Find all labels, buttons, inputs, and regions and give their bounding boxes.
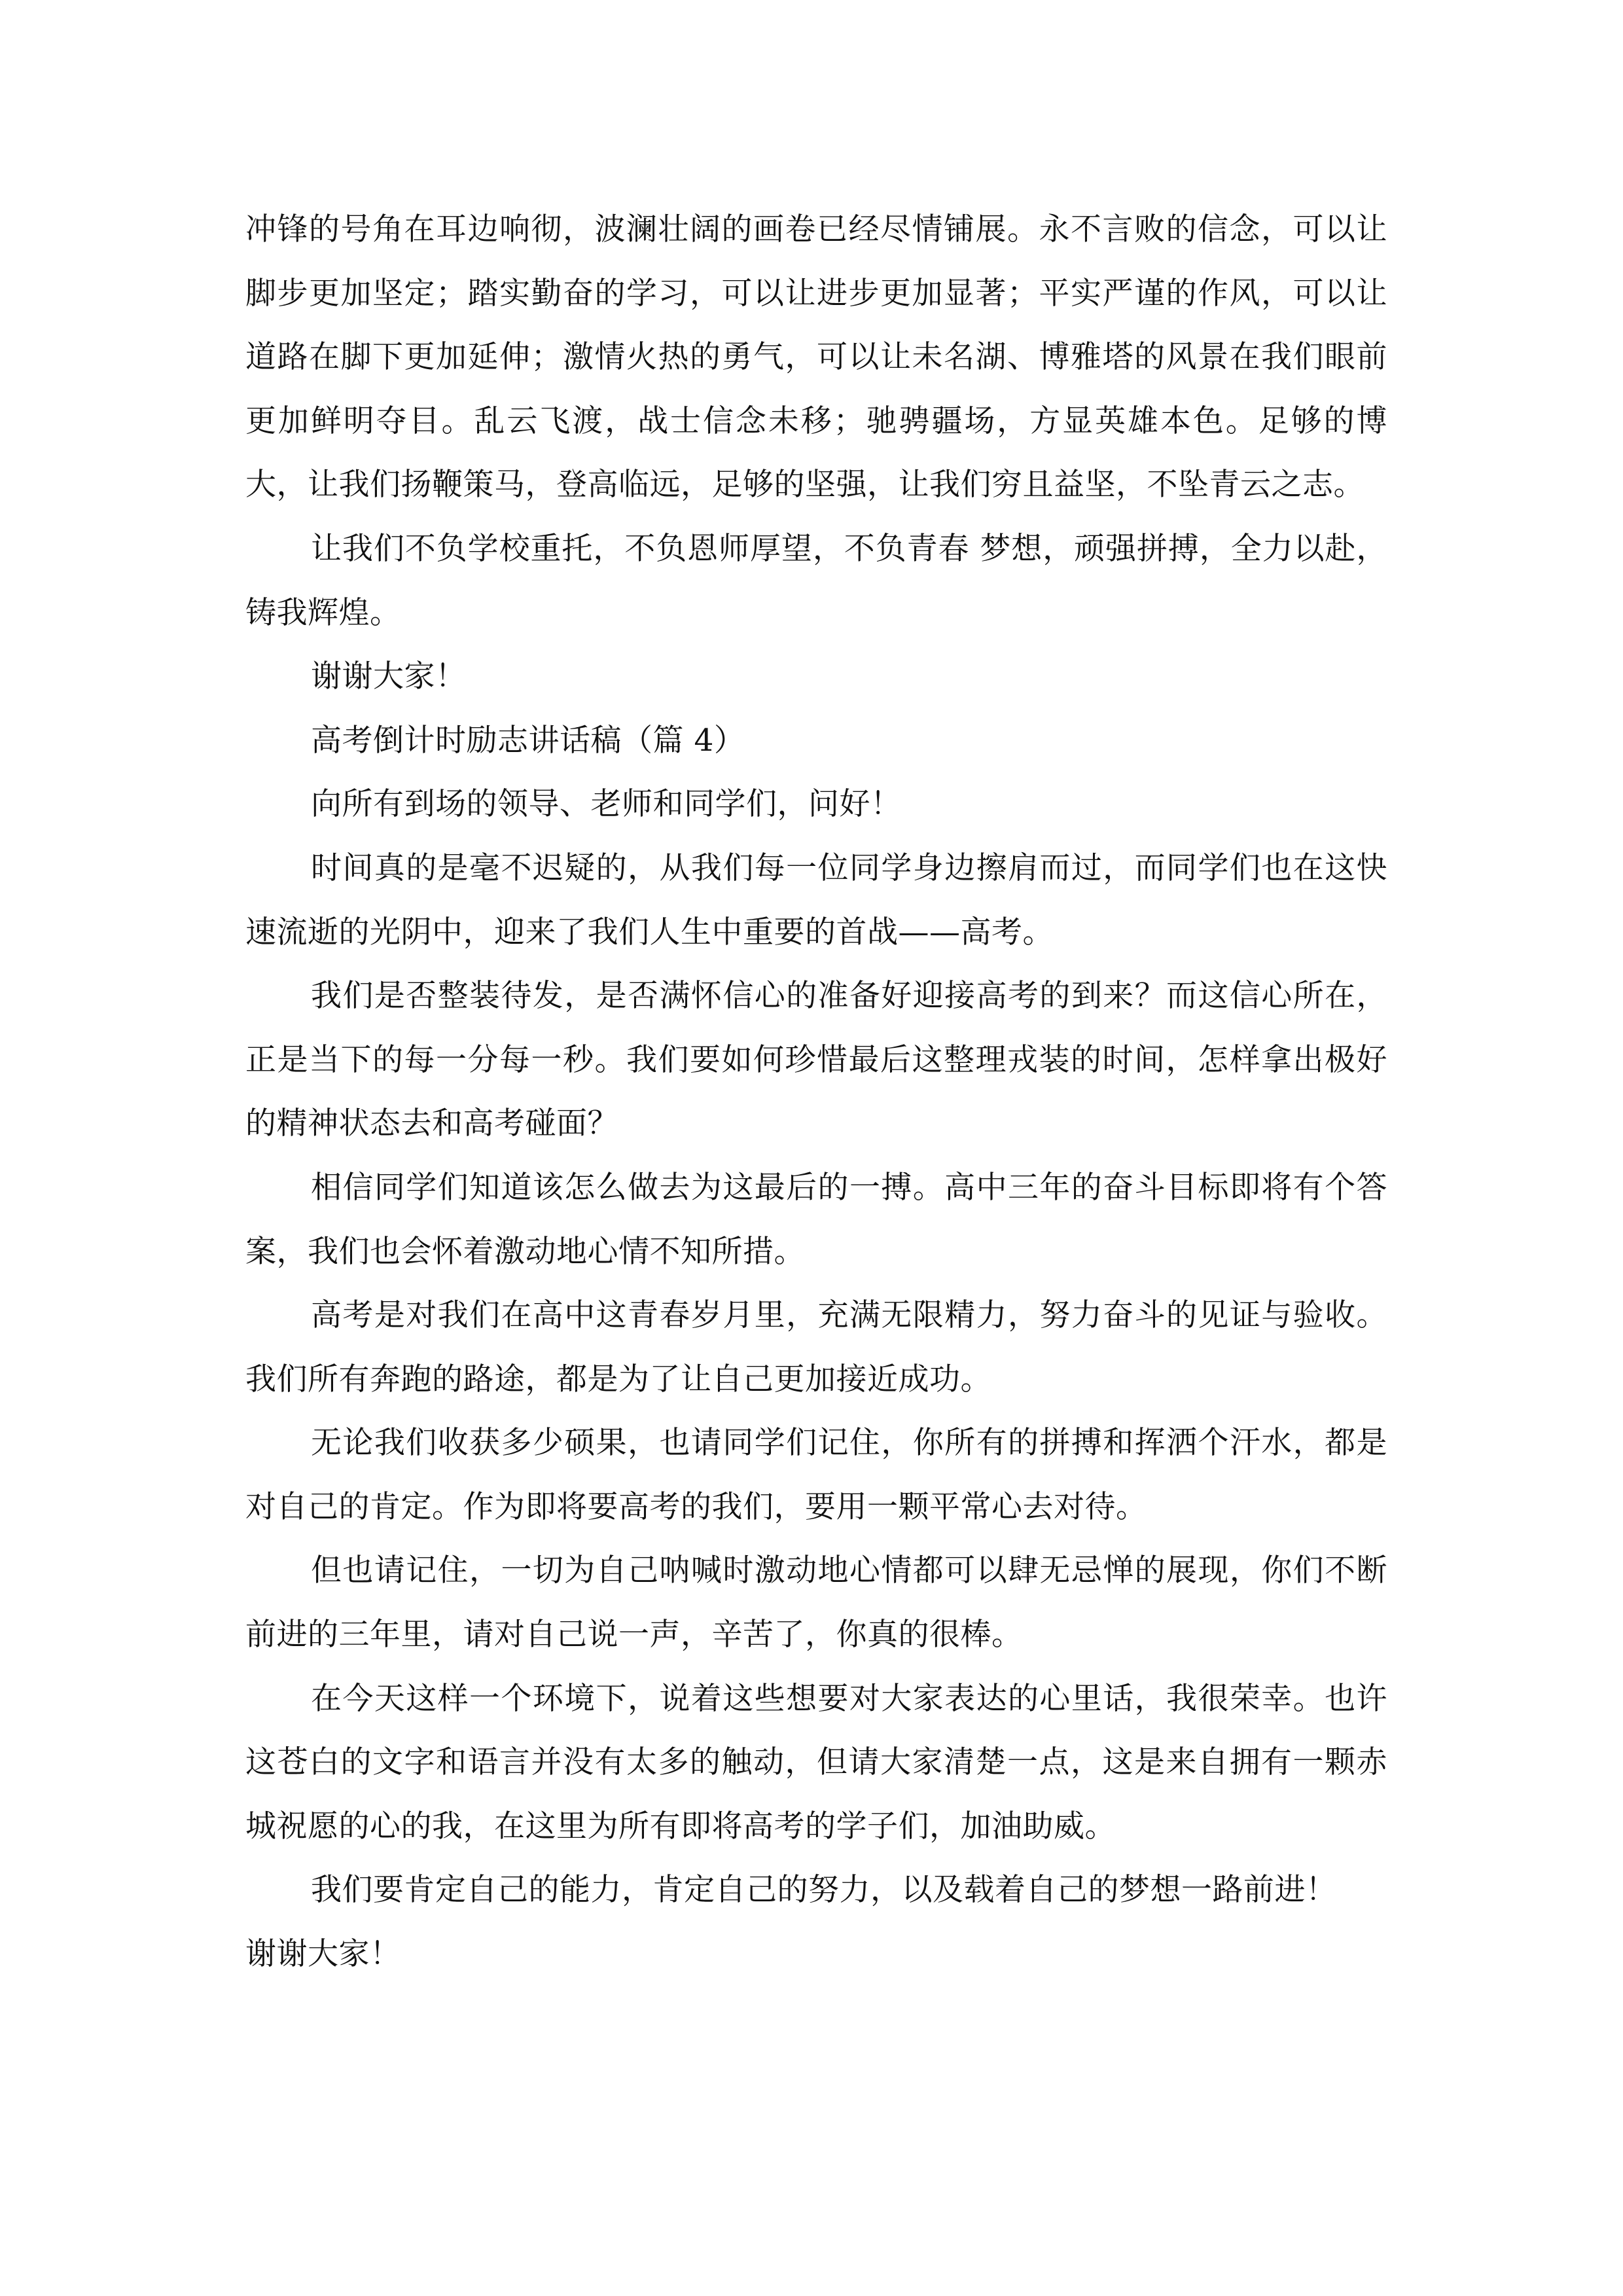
document-body <box>245 198 1387 1986</box>
paragraph: 高考是对我们在高中这青春岁月里，充满无限精力，努力奋斗的见证与验收。我们所有奔跑的路途，都是为了让自己更加接近成功。 <box>245 1297 1387 1397</box>
paragraph: 我们是否整装待发，是否满怀信心的准备好迎接高考的到来？而这信心所在，正是当下的每一分每一秒。我们要如何珍惜最后这整理戎装的时间，怎样拿出极好的精神状态去和高考碰面？ <box>245 978 1387 1142</box>
closing-thanks: 谢谢大家！ <box>245 1936 401 1973</box>
paragraph: 让我们不负学校重托，不负恩师厚望，不负青春 梦想，顽强拼搏，全力以赴，铸我辉煌。 <box>245 530 1387 631</box>
paragraph: 时间真的是毫不迟疑的，从我们每一位同学身边擦肩而过，而同学们也在这快速流逝的光阴中，迎来了我们人生中重要的首战——高考。 <box>245 850 1387 950</box>
paragraph: 我们要肯定自己的能力，肯定自己的努力，以及载着自己的梦想一路前进！ <box>311 1872 1337 1909</box>
paragraph: 相信同学们知道该怎么做去为这最后的一搏。高中三年的奋斗目标即将有个答案，我们也会怀着激动地心情不知所措。 <box>245 1169 1387 1270</box>
paragraph: 在今天这样一个环境下，说着这些想要对大家表达的心里话，我很荣幸。也许这苍白的文字和语言并没有太多的触动，但请大家清楚一点，这是来自拥有一颗赤城祝愿的心的我，在这里为所有即将高考的学子们，加油助威。 <box>245 1680 1387 1844</box>
paragraph: 谢谢大家！ <box>311 658 467 695</box>
section-heading: 高考倒计时励志讲话稿（篇 4） <box>311 722 745 759</box>
greeting: 向所有到场的领导、老师和同学们，问好！ <box>311 786 902 823</box>
paragraph: 冲锋的号角在耳边响彻，波澜壮阔的画卷已经尽情铺展。永不言败的信念，可以让脚步更加坚定；踏实勤奋的学习，可以让进步更加显著；平实严谨的作风，可以让道路在脚下更加延伸；激情火热的勇气，可以让未名湖、博雅塔的风景在我们眼前更加鲜明夺目。乱云飞渡，战士信念未移；驰骋疆场，方显英雄本色。足够的博大，让我们扬鞭策马，登高临远，足够的坚强，让我们穷且益坚，不坠青云之志。 <box>245 211 1387 503</box>
paragraph: 但也请记住，一切为自己呐喊时激动地心情都可以肆无忌惮的展现，你们不断前进的三年里，请对自己说一声，辛苦了，你真的很棒。 <box>245 1552 1387 1653</box>
paragraph: 无论我们收获多少硕果，也请同学们记住，你所有的拼搏和挥洒个汗水，都是对自己的肯定。作为即将要高考的我们，要用一颗平常心去对待。 <box>245 1425 1387 1525</box>
